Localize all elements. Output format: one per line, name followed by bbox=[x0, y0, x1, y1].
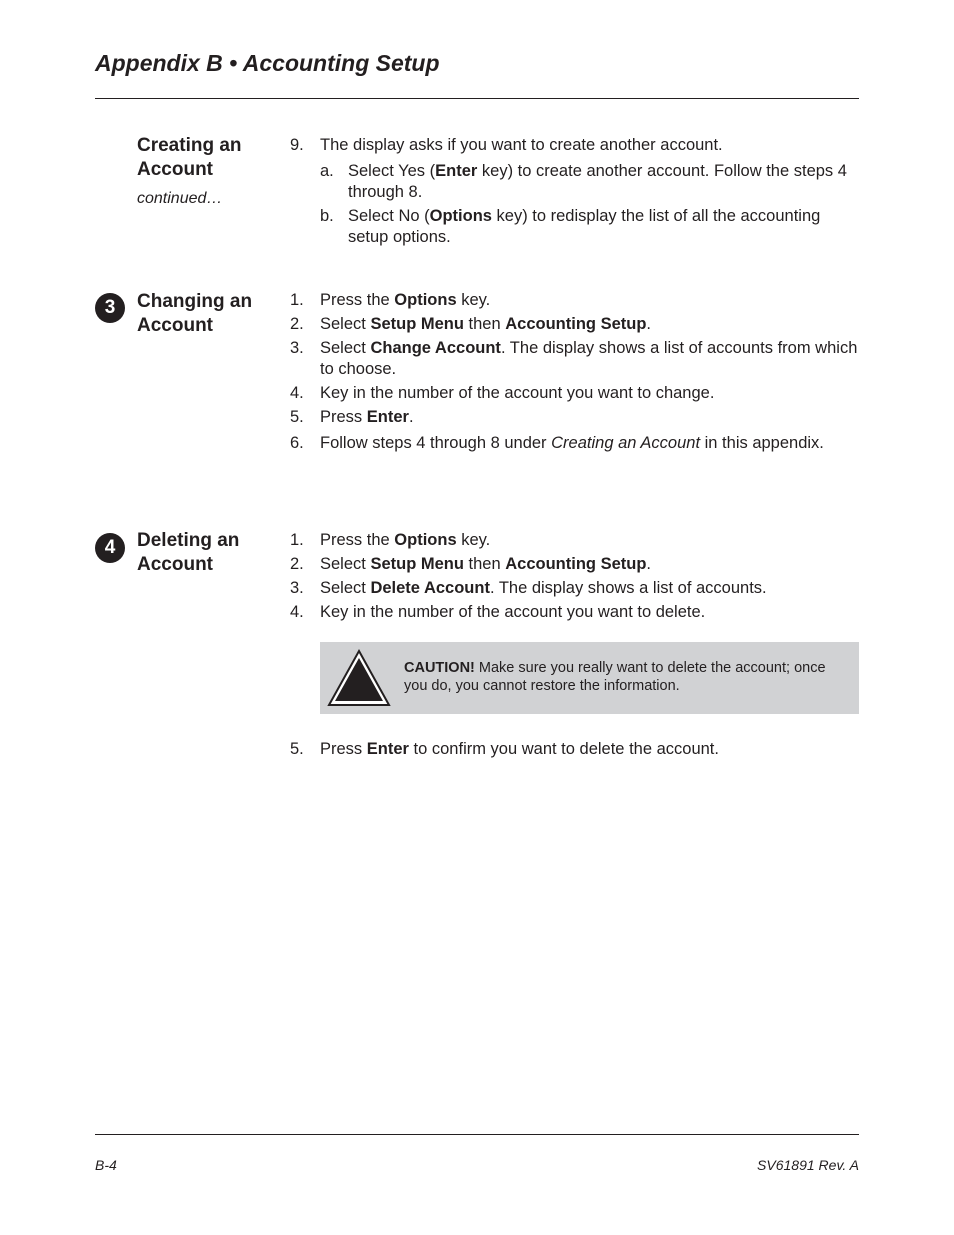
step-text: . bbox=[646, 315, 652, 333]
step-text: . bbox=[408, 408, 414, 426]
step-number: 5. bbox=[290, 740, 304, 758]
step-number: 4. bbox=[290, 384, 304, 402]
sub-step-letter: a. bbox=[320, 162, 334, 180]
key-name: Options bbox=[394, 291, 457, 309]
page-number: B-4 bbox=[95, 1157, 117, 1173]
step-text: Select bbox=[320, 315, 371, 333]
list-item bbox=[290, 314, 860, 335]
key-name: Options bbox=[394, 531, 457, 549]
step-number: 2. bbox=[290, 315, 304, 333]
section-number-badge: 3 bbox=[95, 293, 125, 323]
list-item bbox=[290, 554, 860, 575]
footer-rule bbox=[95, 1134, 859, 1135]
section-number-badge: 4 bbox=[95, 533, 125, 563]
deleting-steps-list-continued bbox=[290, 739, 860, 763]
step-text: Select bbox=[320, 555, 371, 573]
sub-list-item bbox=[320, 206, 860, 248]
key-name: Enter bbox=[435, 162, 478, 180]
step-text: Key in the number of the account you want to delete. bbox=[320, 603, 706, 621]
sub-step-text: key) to create another account. Follow the steps 4 through 8. bbox=[348, 162, 847, 201]
cross-reference: Creating an Account bbox=[551, 434, 701, 452]
sub-list-item bbox=[320, 161, 860, 203]
step-text: . The display shows a list of accounts from which to choose. bbox=[320, 339, 858, 378]
list-item bbox=[290, 602, 860, 623]
warning-triangle-icon bbox=[326, 648, 392, 708]
step-text: Press the bbox=[320, 291, 395, 309]
menu-name: Change Account bbox=[370, 339, 501, 357]
sub-step-letter: b. bbox=[320, 207, 334, 225]
step-text: Press the bbox=[320, 531, 395, 549]
sub-step-text: key) to redisplay the list of all the accounting setup options. bbox=[348, 207, 821, 246]
section-title-line1: Changing an bbox=[137, 291, 253, 312]
list-item bbox=[290, 578, 860, 599]
step-text: in this appendix. bbox=[700, 434, 824, 452]
step-text: Follow steps 4 through 8 under bbox=[320, 434, 552, 452]
list-item bbox=[290, 407, 860, 428]
page-header-title: Appendix B • Accounting Setup bbox=[95, 50, 440, 76]
creating-steps-list bbox=[290, 135, 860, 251]
caution-box bbox=[320, 642, 859, 714]
step-text: to confirm you want to delete the account. bbox=[408, 740, 719, 758]
key-name: Options bbox=[429, 207, 492, 225]
list-item bbox=[290, 135, 860, 248]
list-item bbox=[290, 530, 860, 551]
step-text: Select bbox=[320, 339, 371, 357]
sub-step-text: Select No ( bbox=[348, 207, 430, 225]
step-text: . bbox=[646, 555, 652, 573]
step-number: 5. bbox=[290, 408, 304, 426]
step-number: 9. bbox=[290, 136, 304, 154]
step-text: Press bbox=[320, 408, 367, 426]
step-number: 1. bbox=[290, 291, 304, 309]
step-number: 4. bbox=[290, 603, 304, 621]
step-text: Key in the number of the account you want to change. bbox=[320, 384, 715, 402]
list-item bbox=[290, 739, 860, 760]
section-title-deleting bbox=[137, 529, 277, 577]
header-rule bbox=[95, 98, 859, 99]
section-title-line2: Account bbox=[137, 159, 213, 180]
step-number: 3. bbox=[290, 579, 304, 597]
continued-label: continued… bbox=[137, 190, 223, 207]
caution-message: Make sure you really want to delete the account; once you do, you cannot restore the information. bbox=[404, 660, 826, 694]
step-text: key. bbox=[456, 291, 491, 309]
section-title-changing bbox=[137, 290, 277, 338]
sub-step-text: Select Yes ( bbox=[348, 162, 436, 180]
list-item bbox=[290, 338, 860, 380]
list-item bbox=[290, 383, 860, 404]
document-id: SV61891 Rev. A bbox=[757, 1157, 859, 1173]
step-text: then bbox=[463, 555, 506, 573]
menu-name: Accounting Setup bbox=[505, 555, 647, 573]
section-title-line1: Creating an bbox=[137, 135, 242, 156]
step-text: Select bbox=[320, 579, 371, 597]
list-item bbox=[290, 433, 860, 454]
step-number: 6. bbox=[290, 434, 304, 452]
section-title-line1: Deleting an bbox=[137, 530, 240, 551]
caution-label: CAUTION! bbox=[404, 660, 475, 676]
step-text: key. bbox=[456, 531, 491, 549]
sub-steps-list bbox=[320, 161, 860, 248]
changing-steps-list bbox=[290, 290, 860, 457]
menu-name: Setup Menu bbox=[370, 555, 464, 573]
section-title-creating bbox=[137, 134, 277, 182]
step-number: 2. bbox=[290, 555, 304, 573]
step-text: Press bbox=[320, 740, 367, 758]
section-title-line2: Account bbox=[137, 315, 213, 336]
menu-name: Setup Menu bbox=[370, 315, 464, 333]
step-text: The display asks if you want to create another account. bbox=[320, 136, 723, 154]
section-title-line2: Account bbox=[137, 554, 213, 575]
menu-name: Accounting Setup bbox=[505, 315, 647, 333]
step-number: 3. bbox=[290, 339, 304, 357]
deleting-steps-list bbox=[290, 530, 860, 626]
step-number: 1. bbox=[290, 531, 304, 549]
key-name: Enter bbox=[366, 740, 409, 758]
menu-name: Delete Account bbox=[370, 579, 490, 597]
step-text: then bbox=[463, 315, 506, 333]
caution-text bbox=[404, 659, 844, 695]
list-item bbox=[290, 290, 860, 311]
step-text: . The display shows a list of accounts. bbox=[489, 579, 767, 597]
key-name: Enter bbox=[366, 408, 409, 426]
